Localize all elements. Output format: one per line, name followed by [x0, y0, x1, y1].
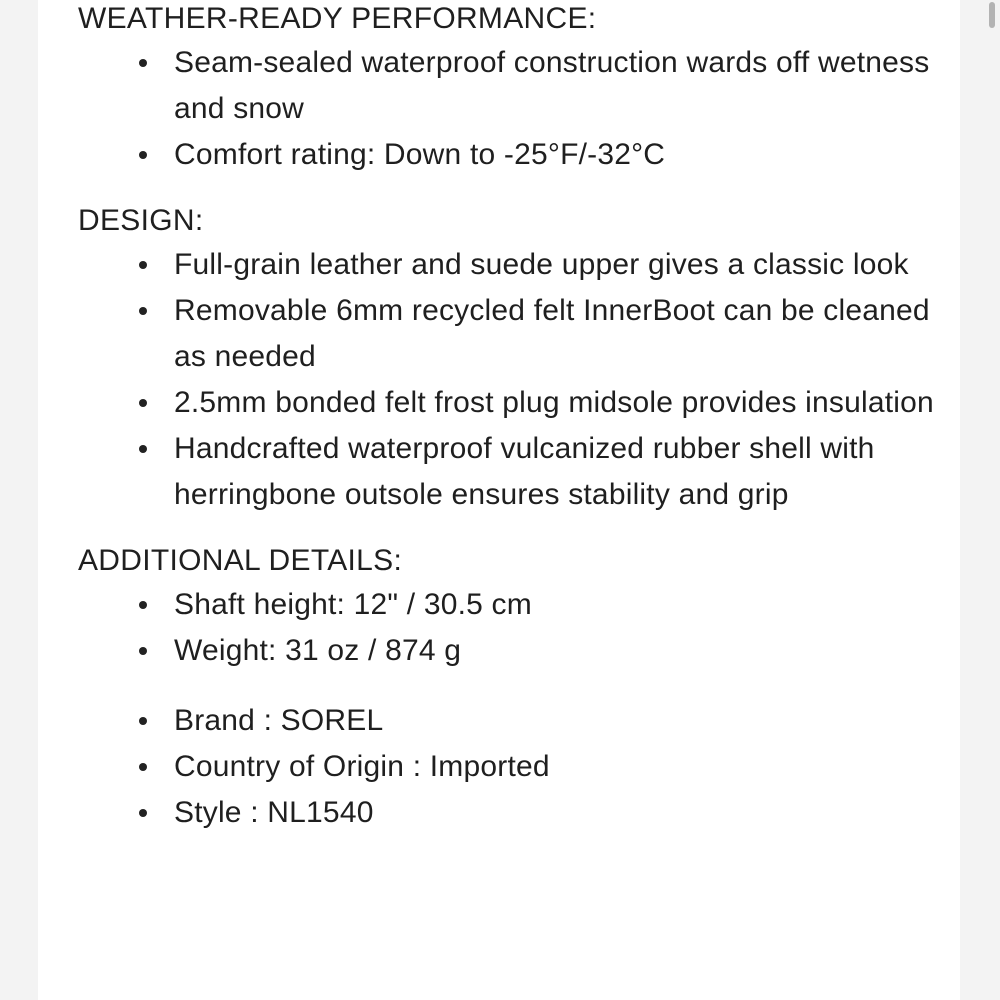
section-spacer: [78, 674, 938, 698]
scrollbar[interactable]: [982, 0, 1000, 1000]
list-item: [78, 426, 938, 518]
bullet-icon: [139, 647, 147, 655]
bullet-icon: [139, 151, 147, 159]
list-item: [78, 628, 938, 674]
bullet-icon: [139, 763, 147, 771]
list-item-text: 2.5mm bonded felt frost plug midsole provides insulation: [174, 386, 934, 419]
additional-details-heading: ADDITIONAL DETAILS:: [78, 544, 403, 577]
product-specs-list: [78, 698, 938, 836]
list-item: [78, 744, 938, 790]
list-item: [78, 698, 938, 744]
bullet-icon: [139, 59, 147, 67]
weather-ready-heading: WEATHER-READY PERFORMANCE:: [78, 2, 597, 35]
bullet-icon: [139, 307, 147, 315]
product-details-content: [78, 0, 938, 836]
product-details-panel: [38, 0, 960, 1000]
list-item-text: Weight: 31 oz / 874 g: [174, 634, 462, 667]
bullet-icon: [139, 601, 147, 609]
additional-details-list: [78, 582, 938, 674]
section-spacer: [78, 518, 938, 540]
bullet-icon: [139, 445, 147, 453]
bullet-icon: [139, 717, 147, 725]
list-item: [78, 288, 938, 380]
list-item-text: Brand : SOREL: [174, 704, 384, 737]
bullet-icon: [139, 399, 147, 407]
list-item-text: Seam-sealed waterproof construction wards off wetness and snow: [174, 46, 930, 125]
list-item: [78, 582, 938, 628]
list-item: [78, 242, 938, 288]
list-item-text: Removable 6mm recycled felt InnerBoot can be cleaned as needed: [174, 294, 930, 373]
design-heading: DESIGN:: [78, 204, 204, 237]
section-spacer: [78, 178, 938, 200]
list-item: [78, 132, 938, 178]
list-item: [78, 790, 938, 836]
list-item: [78, 380, 938, 426]
scrollbar-thumb[interactable]: [989, 2, 995, 28]
bullet-icon: [139, 261, 147, 269]
bullet-icon: [139, 809, 147, 817]
list-item: [78, 40, 938, 132]
list-item-text: Full-grain leather and suede upper gives a classic look: [174, 248, 909, 281]
list-item-text: Comfort rating: Down to -25°F/-32°C: [174, 138, 666, 171]
list-item-text: Handcrafted waterproof vulcanized rubber shell with herringbone outsole ensures stability and grip: [174, 432, 875, 511]
list-item-text: Country of Origin : Imported: [174, 750, 550, 783]
design-list: [78, 242, 938, 518]
list-item-text: Style : NL1540: [174, 796, 374, 829]
weather-ready-list: [78, 40, 938, 178]
list-item-text: Shaft height: 12" / 30.5 cm: [174, 588, 532, 621]
